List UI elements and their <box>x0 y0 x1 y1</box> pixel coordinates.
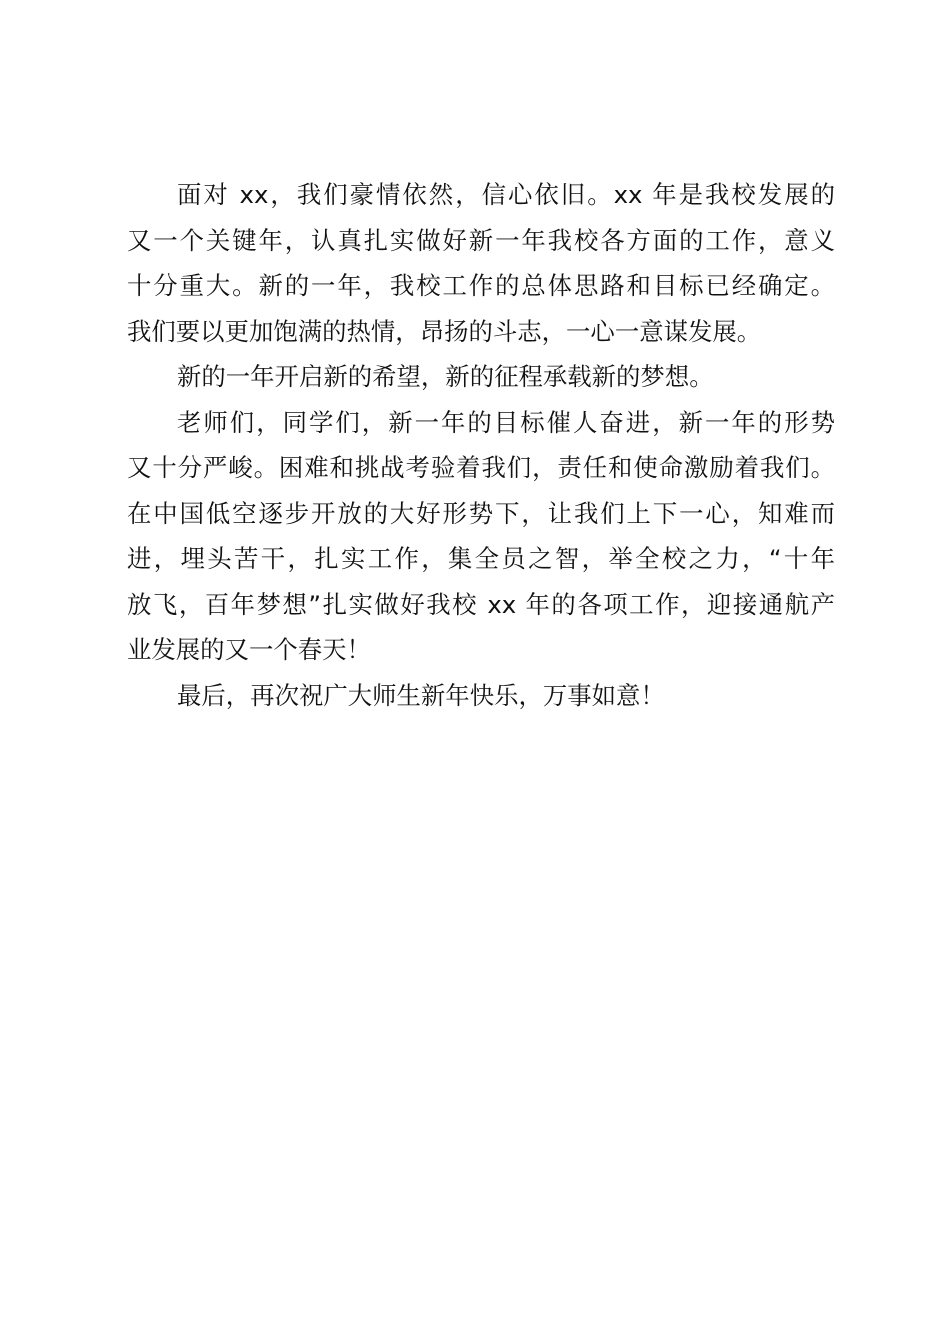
paragraph-line: 又一个关键年，认真扎实做好新一年我校各方面的工作，意义 <box>127 225 835 255</box>
paragraph-line: 业发展的又一个春天！ <box>127 635 371 664</box>
paragraph-line: 我们要以更加饱满的热情，昂扬的斗志，一心一意谋发展。 <box>127 316 762 346</box>
paragraph-3 <box>127 400 835 673</box>
paragraph-line: 进，埋头苦干，扎实工作，集全员之智，举全校之力，“十年 <box>127 544 835 573</box>
document-body <box>127 172 835 718</box>
paragraph-line: 新的一年开启新的希望，新的征程承载新的梦想。 <box>177 362 714 391</box>
paragraph-line: 在中国低空逐步开放的大好形势下，让我们上下一心，知难而 <box>127 498 835 528</box>
paragraph-2 <box>127 354 835 400</box>
paragraph-1 <box>127 172 835 354</box>
paragraph-line: 又十分严峻。困难和挑战考验着我们，责任和使命激励着我们。 <box>127 453 835 482</box>
paragraph-line: 老师们，同学们，新一年的目标催人奋进，新一年的形势 <box>177 407 835 437</box>
paragraph-line: 放飞，百年梦想”扎实做好我校 xx 年的各项工作，迎接通航产 <box>127 589 835 619</box>
paragraph-4 <box>127 673 835 719</box>
paragraph-line: 面对 xx，我们豪情依然，信心依旧。xx 年是我校发展的 <box>177 180 835 209</box>
paragraph-line: 最后，再次祝广大师生新年快乐，万事如意！ <box>177 680 665 710</box>
paragraph-line: 十分重大。新的一年，我校工作的总体思路和目标已经确定。 <box>127 271 835 300</box>
